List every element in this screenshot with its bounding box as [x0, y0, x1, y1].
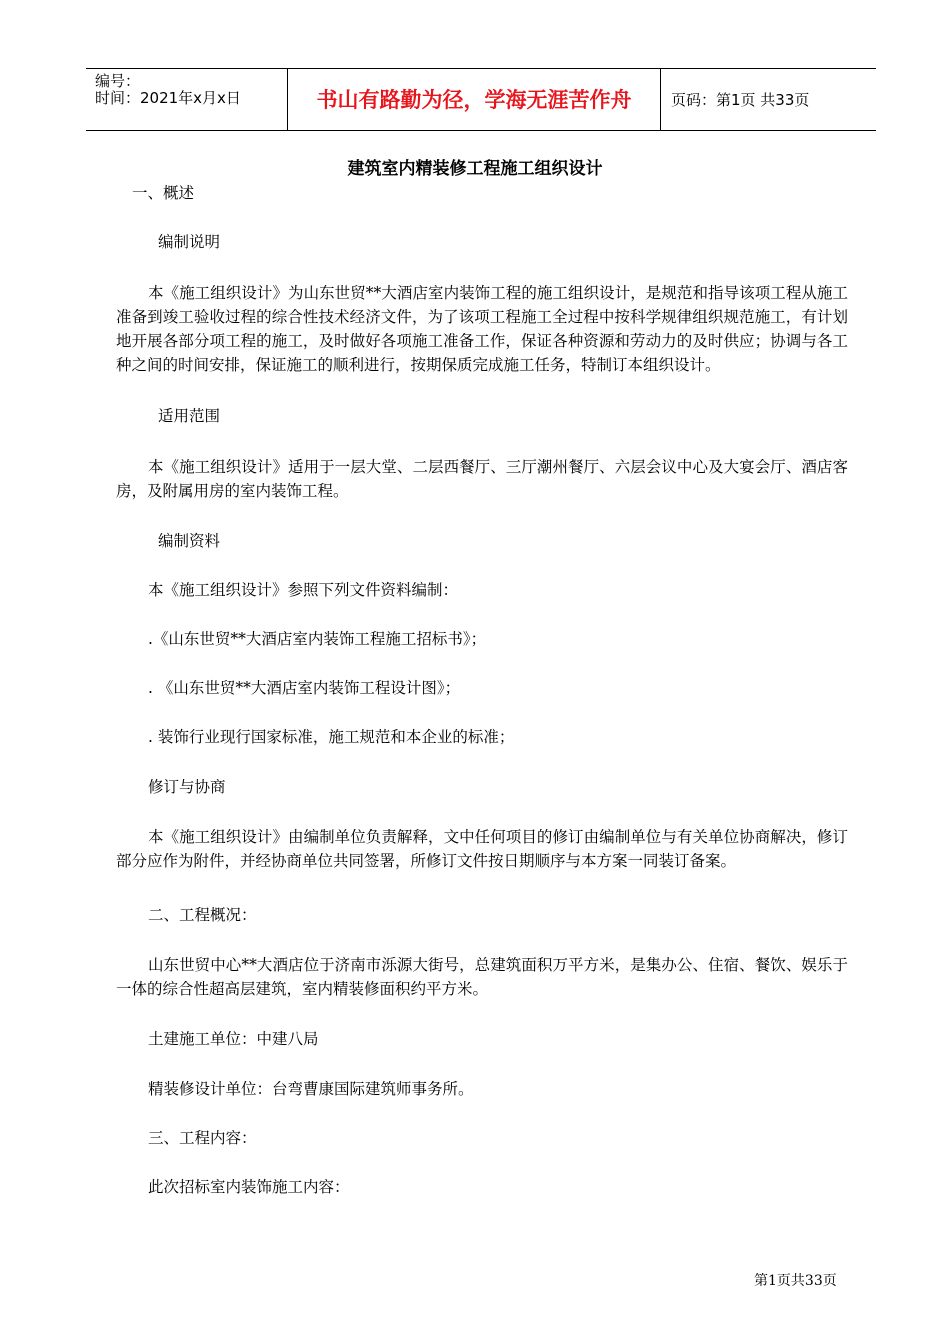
paragraph-project-content: 此次招标室内装饰施工内容：	[148, 1178, 350, 1196]
document-title: 建筑室内精装修工程施工组织设计	[347, 159, 603, 179]
list-item: . 装饰行业现行国家标准，施工规范和本企业的标准；	[148, 728, 515, 746]
document-id-label: 编号：	[95, 72, 141, 90]
list-item: .《山东世贸**大酒店室内装饰工程施工招标书》；	[148, 630, 487, 648]
header-motto: 书山有路勤为径，学海无涯苦作舟	[316, 88, 632, 112]
subheading-revision: 修订与协商	[148, 778, 226, 796]
section-heading-project-overview: 二、工程概况：	[148, 906, 257, 924]
civil-contractor-line: 土建施工单位：中建八局	[148, 1030, 319, 1048]
paragraph-materials: 本《施工组织设计》参照下列文件资料编制：	[148, 581, 459, 599]
header-meta-cell	[86, 69, 288, 130]
header-motto-cell	[288, 69, 661, 130]
paragraph-project-overview: 山东世贸中心**大酒店位于济南市泺源大街号，总建筑面积万平方米，是集办公、住宿、餐饮、娱乐于一体的综合性超高层建筑，室内精装修面积约平方米。	[116, 956, 848, 998]
list-item: . 《山东世贸**大酒店室内装饰工程设计图》；	[148, 679, 461, 697]
document-date-label: 时间：2021年x月x日	[95, 89, 241, 107]
subheading-scope: 适用范围	[158, 407, 221, 425]
section-heading-project-content: 三、工程内容：	[148, 1129, 257, 1147]
paragraph-compile-note: 本《施工组织设计》为山东世贸**大酒店室内装饰工程的施工组织设计，是规范和指导该项工程从施工准备到竣工验收过程的综合性技术经济文件，为了该项工程施工全过程中按科学规律组织规范施工，有计划地开展各部分项工程的施工，及时做好各项施工准备工作，保证各种资源和劳动力的及时供应；协调与各工种之间的时间安排，保证施工的顺利进行，按期保质完成施工任务，特制订本组织设计。	[116, 284, 848, 374]
header-page-cell	[661, 69, 876, 130]
design-unit-line: 精装修设计单位：台弯曹康国际建筑师事务所。	[148, 1080, 474, 1098]
subheading-materials: 编制资料	[158, 532, 221, 550]
paragraph-scope: 本《施工组织设计》适用于一层大堂、二层西餐厅、三厅潮州餐厅、六层会议中心及大宴会厅、酒店客房，及附属用房的室内装饰工程。	[116, 458, 848, 500]
page-footer-number: 第1页共33页	[754, 1273, 837, 1289]
section-heading-overview: 一、概述	[132, 184, 195, 202]
page-header	[86, 68, 876, 131]
paragraph-revision: 本《施工组织设计》由编制单位负责解释，文中任何项目的修订由编制单位与有关单位协商解决，修订部分应作为附件，并经协商单位共同签署，所修订文件按日期顺序与本方案一同装订备案。	[116, 828, 848, 870]
header-page-info: 页码：第1页 共33页	[671, 91, 810, 109]
subheading-compile-note: 编制说明	[158, 233, 221, 251]
